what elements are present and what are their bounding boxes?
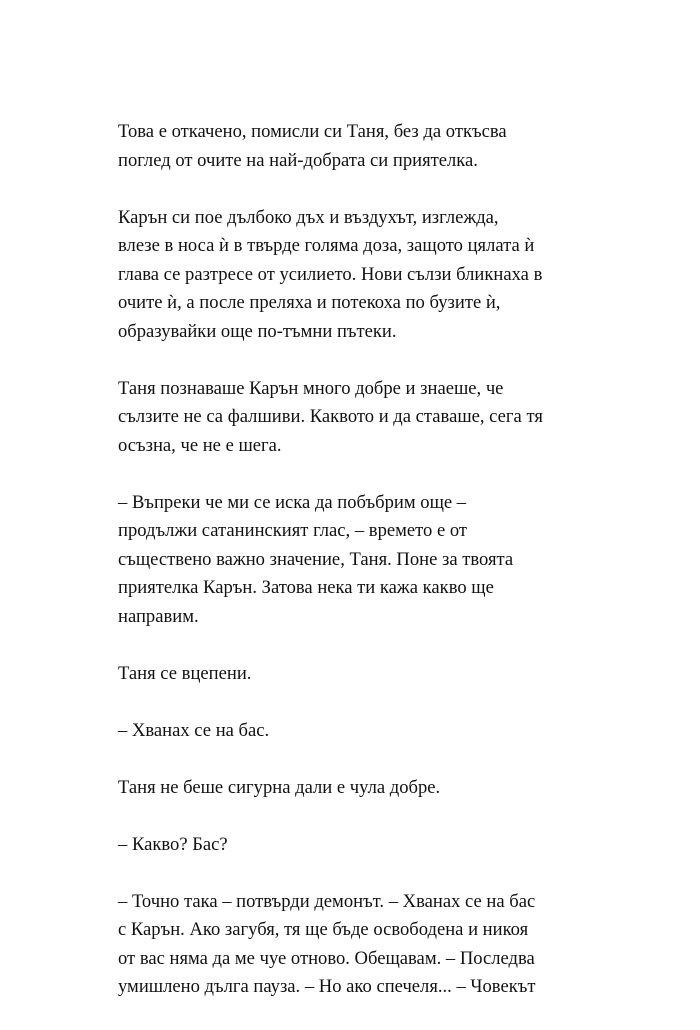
text-line: Таня познаваше Карън много добре и знаеше, че — [118, 377, 504, 399]
text-line: с Карън. Ако загубя, тя ще бъде освободена и никоя — [118, 919, 529, 940]
text-line: Таня се вцепени. — [118, 662, 252, 684]
paragraph-2 — [118, 204, 598, 347]
paragraph-6 — [118, 717, 598, 746]
paragraph-7 — [118, 774, 598, 803]
text-line: от вас няма да ме чуе отново. Обещавам. – Последва — [118, 947, 535, 969]
text-line: – Точно така – потвърди демонът. – Хванах се на бас — [118, 890, 536, 912]
text-line: образувайки още по-тъмни пътеки. — [118, 320, 397, 342]
paragraph-5 — [118, 660, 598, 689]
text-line: продължи сатанинският глас, – времето е от — [118, 520, 468, 541]
text-line: умишлено дълга пауза. – Но ако спечеля... – Човекът — [118, 976, 536, 997]
paragraph-8 — [118, 831, 598, 860]
text-line: Карън си пое дълбоко дъх и въздухът, изглежда, — [118, 206, 499, 228]
text-line: Това е откачено, помисли си Таня, без да откъсва — [118, 121, 507, 142]
text-line: – Въпреки че ми се иска да побъбрим още – — [118, 491, 467, 513]
body-text — [118, 118, 598, 1030]
paragraph-1 — [118, 118, 598, 175]
text-line: – Какво? Бас? — [118, 833, 228, 855]
paragraph-9 — [118, 888, 598, 1002]
text-line: осъзна, че не е шега. — [118, 434, 282, 456]
text-line: поглед от очите на най-добрата си приятелка. — [118, 149, 478, 171]
text-line: Таня не беше сигурна дали е чула добре. — [118, 776, 441, 798]
text-line: направим. — [118, 605, 199, 627]
text-line: глава се разтресе от усилието. Нови сълзи бликнаха в — [118, 263, 543, 285]
text-line: приятелка Карън. Затова нека ти кажа какво ще — [118, 577, 494, 598]
paragraph-4 — [118, 489, 598, 632]
text-line: очите ѝ, а после преляха и потекоха по бузите ѝ, — [118, 292, 501, 313]
text-line: съществено важно значение, Таня. Поне за твоята — [118, 548, 514, 570]
text-line: влезе в носа ѝ в твърде голяма доза, защото цялата ѝ — [118, 235, 535, 256]
text-line: сълзите не са фалшиви. Каквото и да ставаше, сега тя — [118, 406, 543, 427]
text-line: – Хванах се на бас. — [118, 719, 270, 741]
paragraph-3 — [118, 375, 598, 461]
